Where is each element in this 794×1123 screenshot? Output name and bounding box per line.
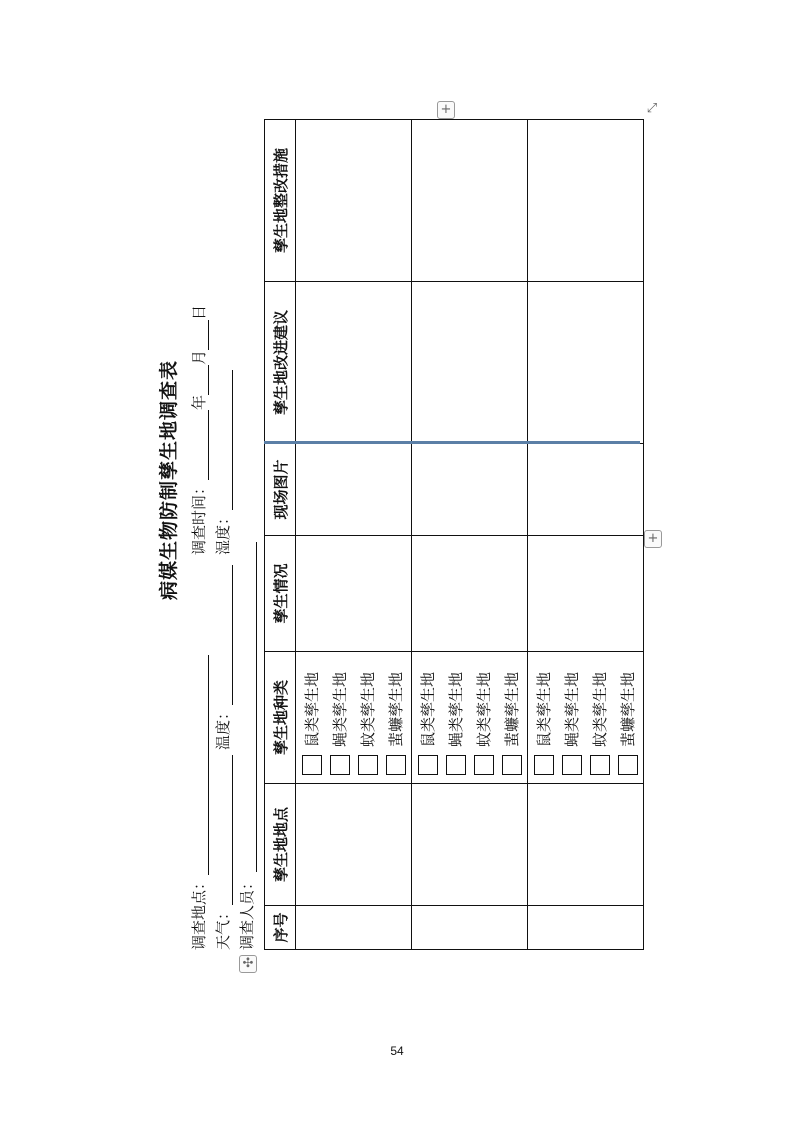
checkbox[interactable] <box>358 755 378 775</box>
checkbox[interactable] <box>446 755 466 775</box>
habitat-option-label: 蜚蠊孳生地 <box>387 671 405 747</box>
habitat-option-label: 蜚蠊孳生地 <box>503 671 521 747</box>
checkbox[interactable] <box>302 755 322 775</box>
cell-measure[interactable] <box>296 120 412 282</box>
cell-index[interactable] <box>296 906 412 950</box>
habitat-option-label: 蚊类孳生地 <box>475 671 493 747</box>
page-number: 54 <box>390 1044 404 1058</box>
add-row-icon[interactable]: + <box>644 530 662 548</box>
cell-status[interactable] <box>528 536 644 652</box>
habitat-option[interactable] <box>382 652 410 775</box>
cell-photo[interactable] <box>528 444 644 536</box>
survey-time-label: 调查时间： <box>190 479 208 555</box>
checkbox[interactable] <box>330 755 350 775</box>
habitat-option-label: 鼠类孳生地 <box>303 671 321 747</box>
cell-habitat-types <box>412 652 528 784</box>
month-label: 月 <box>190 349 208 365</box>
day-label: 日 <box>190 304 208 320</box>
table-move-handle-icon[interactable]: ✣ <box>239 955 257 973</box>
habitat-option-label: 蚊类孳生地 <box>359 671 377 747</box>
col-header-location: 孳生地地点 <box>265 784 296 906</box>
cell-status[interactable] <box>296 536 412 652</box>
checkbox[interactable] <box>474 755 494 775</box>
habitat-option[interactable] <box>354 652 382 775</box>
weather-label: 天气： <box>214 904 232 950</box>
col-header-index: 序号 <box>265 906 296 950</box>
cell-habitat-types <box>296 652 412 784</box>
location-label: 调查地点： <box>190 874 208 950</box>
temperature-blank[interactable] <box>232 565 233 705</box>
humidity-blank[interactable] <box>232 370 233 510</box>
col-header-type: 孳生地种类 <box>265 652 296 784</box>
table-row <box>296 120 412 950</box>
habitat-option-label: 蚊类孳生地 <box>591 671 609 747</box>
year-label: 年 <box>190 394 208 410</box>
humidity-field <box>212 370 233 555</box>
col-header-suggestion: 孳生地改进建议 <box>265 282 296 444</box>
add-column-icon[interactable]: + <box>437 101 455 119</box>
checkbox[interactable] <box>386 755 406 775</box>
checkbox[interactable] <box>534 755 554 775</box>
habitat-option-label: 鼠类孳生地 <box>419 671 437 747</box>
habitat-option[interactable] <box>298 652 326 775</box>
checkbox[interactable] <box>618 755 638 775</box>
cell-photo[interactable] <box>412 444 528 536</box>
cell-status[interactable] <box>412 536 528 652</box>
checkbox[interactable] <box>562 755 582 775</box>
weather-field <box>212 755 233 950</box>
col-header-status: 孳生情况 <box>265 536 296 652</box>
investigator-label: 调查人员： <box>238 874 256 950</box>
cell-measure[interactable] <box>412 120 528 282</box>
habitat-option-label: 蝇类孳生地 <box>447 671 465 747</box>
habitat-option[interactable] <box>498 652 526 775</box>
cell-suggestion[interactable] <box>296 282 412 444</box>
day-blank[interactable] <box>208 320 209 350</box>
cell-location[interactable] <box>296 784 412 906</box>
weather-blank[interactable] <box>232 755 233 905</box>
habitat-option-label: 蜚蠊孳生地 <box>619 671 637 747</box>
habitat-option-label: 蝇类孳生地 <box>331 671 349 747</box>
cell-suggestion[interactable] <box>528 282 644 444</box>
habitat-option[interactable] <box>326 652 354 775</box>
cell-location[interactable] <box>528 784 644 906</box>
habitat-option-label: 蝇类孳生地 <box>563 671 581 747</box>
checkbox[interactable] <box>590 755 610 775</box>
cell-location[interactable] <box>412 784 528 906</box>
cell-photo[interactable] <box>296 444 412 536</box>
habitat-table <box>264 119 644 950</box>
location-blank[interactable] <box>208 655 209 875</box>
cell-index[interactable] <box>528 906 644 950</box>
habitat-option-label: 鼠类孳生地 <box>535 671 553 747</box>
cell-suggestion[interactable] <box>412 282 528 444</box>
survey-time-field <box>188 305 209 555</box>
habitat-option[interactable] <box>414 652 442 775</box>
habitat-option[interactable] <box>442 652 470 775</box>
year-blank[interactable] <box>208 410 209 480</box>
col-header-measure: 孳生地整改措施 <box>265 120 296 282</box>
habitat-option[interactable] <box>470 652 498 775</box>
habitat-option[interactable] <box>586 652 614 775</box>
table-row <box>528 120 644 950</box>
form-title: 病媒生物防制孳生地调查表 <box>158 359 180 600</box>
checkbox[interactable] <box>418 755 438 775</box>
month-blank[interactable] <box>208 365 209 395</box>
col-header-photo: 现场图片 <box>265 444 296 536</box>
temperature-field <box>212 565 233 750</box>
table-row <box>412 120 528 950</box>
checkbox[interactable] <box>502 755 522 775</box>
header-row <box>265 120 296 950</box>
survey-form <box>150 120 670 950</box>
cell-index[interactable] <box>412 906 528 950</box>
investigator-line <box>256 542 257 872</box>
habitat-option[interactable] <box>530 652 558 775</box>
cell-habitat-types <box>528 652 644 784</box>
habitat-option[interactable] <box>558 652 586 775</box>
habitat-option[interactable] <box>614 652 642 775</box>
location-field <box>188 655 209 950</box>
humidity-label: 湿度： <box>214 509 232 555</box>
investigator-field <box>236 875 257 950</box>
column-resize-indicator[interactable] <box>264 441 640 444</box>
cell-measure[interactable] <box>528 120 644 282</box>
table-resize-icon[interactable]: ⤢ <box>646 101 658 116</box>
temperature-label: 温度： <box>214 704 232 750</box>
